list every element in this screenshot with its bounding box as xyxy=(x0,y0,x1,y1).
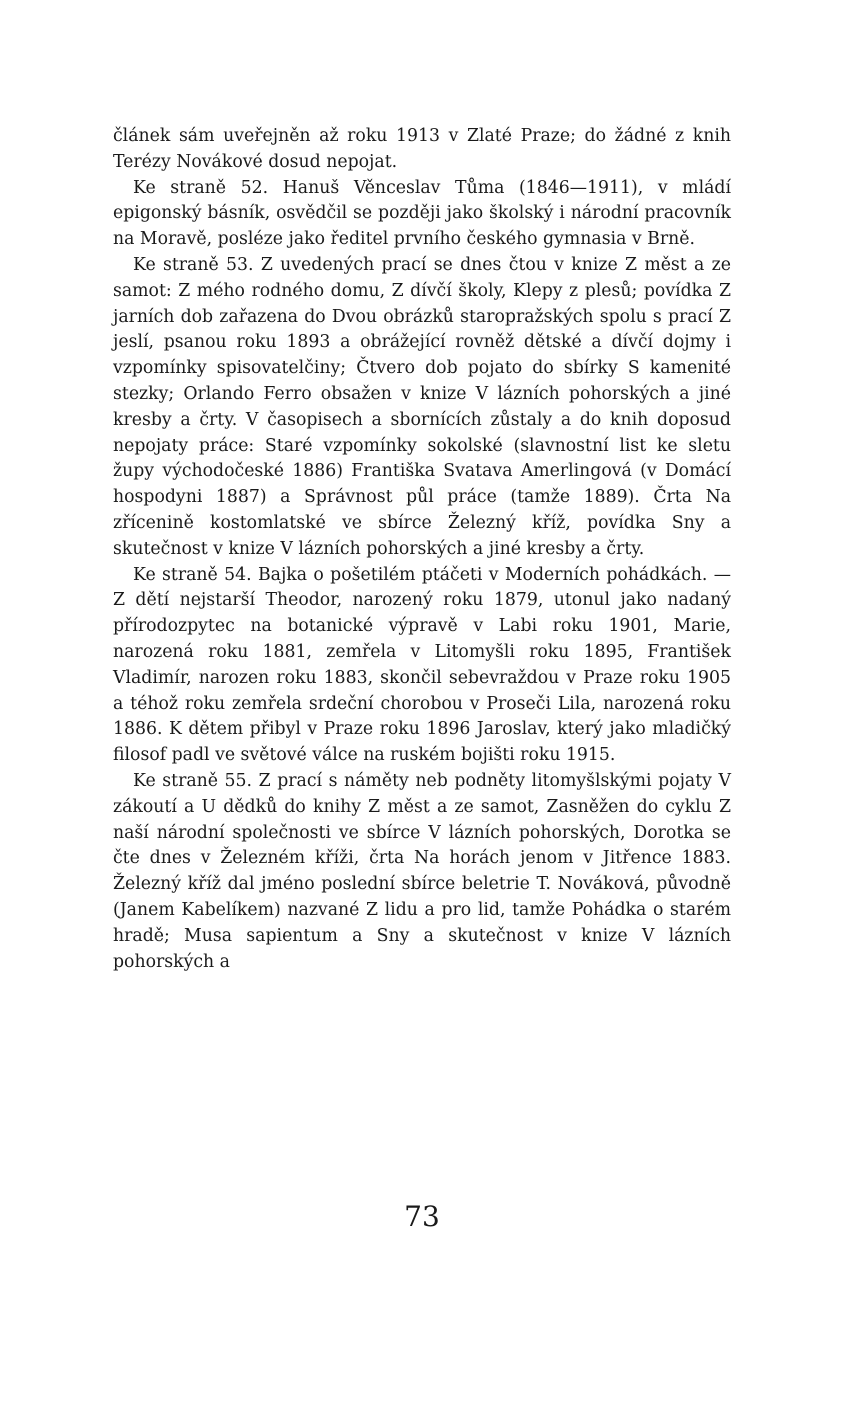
paragraph-continuation: článek sám uveřejněn až roku 1913 v Zlaté Praze; do žádné z knih Terézy Novákové dosud nepojat. xyxy=(113,126,731,172)
page-number: 73 xyxy=(404,1200,440,1233)
paragraph-page-54: Ke straně 54. Bajka o pošetilém ptáčeti v Moderních pohádkách. — Z dětí nejstarší Theodor, narozený roku 1879, utonul jako nadaný přírodozpytec na botanické výpravě v Labi roku 1901, Marie, narozená roku 1881, zemřela v Litomyšli roku 1895, František Vladimír, narozen roku 1883, skončil sebevraždou v Praze roku 1905 a téhož roku zemřela srdeční chorobou v Proseči Lila, narozená roku 1886. K dětem přibyl v Praze roku 1896 Jaroslav, který jako mladičký filosof padl ve světové válce na ruském bojišti roku 1915. xyxy=(113,564,731,766)
page-text xyxy=(113,124,731,975)
paragraph-page-52: Ke straně 52. Hanuš Věnceslav Tůma (1846—1911), v mládí epigonský básník, osvědčil se později jako školský i národní pracovník na Moravě, posléze jako ředitel prvního českého gymnasia v Brně. xyxy=(113,177,731,250)
paragraph-page-53: Ke straně 53. Z uvedených prací se dnes čtou v knize Z měst a ze samot: Z mého rodného domu, Z dívčí školy, Klepy z plesů; povídka Z jarních dob zařazena do Dvou obrázků staropražských spolu s prací Z jeslí, psanou roku 1893 a obrážející rovněž dětské a dívčí dojmy i vzpomínky spisovatelčiny; Čtvero dob pojato do sbírky S kamenité stezky; Orlando Ferro obsažen v knize V lázních pohorských a jiné kresby a črty. V časopisech a sbornících zůstaly a do knih doposud nepojaty práce: Staré vzpomínky sokolské (slavnostní list ke sletu župy východočeské 1886) Františka Svatava Amerlingová (v Domácí hospodyni 1887) a Správnost půl práce (tamže 1889). Črta Na zřícenině kostomlatské ve sbírce Železný kříž, povídka Sny a skutečnost v knize V lázních pohorských a jiné kresby a črty. xyxy=(113,254,731,559)
paragraph-page-55: Ke straně 55. Z prací s náměty neb podněty litomyšlskými pojaty V zákoutí a U dědků do knihy Z měst a ze samot, Zasněžen do cyklu Z naší národní společnosti ve sbírce V lázních pohorských, Dorotka se čte dnes v Železném kříži, črta Na horách jenom v Jitřence 1883. Železný kříž dal jméno poslední sbírce beletrie T. Nováková, původně (Janem Kabelíkem) nazvané Z lidu a pro lid, tamže Pohádka o starém hradě; Musa sapientum a Sny a skutečnost v knize V lázních pohorských a xyxy=(113,770,731,972)
